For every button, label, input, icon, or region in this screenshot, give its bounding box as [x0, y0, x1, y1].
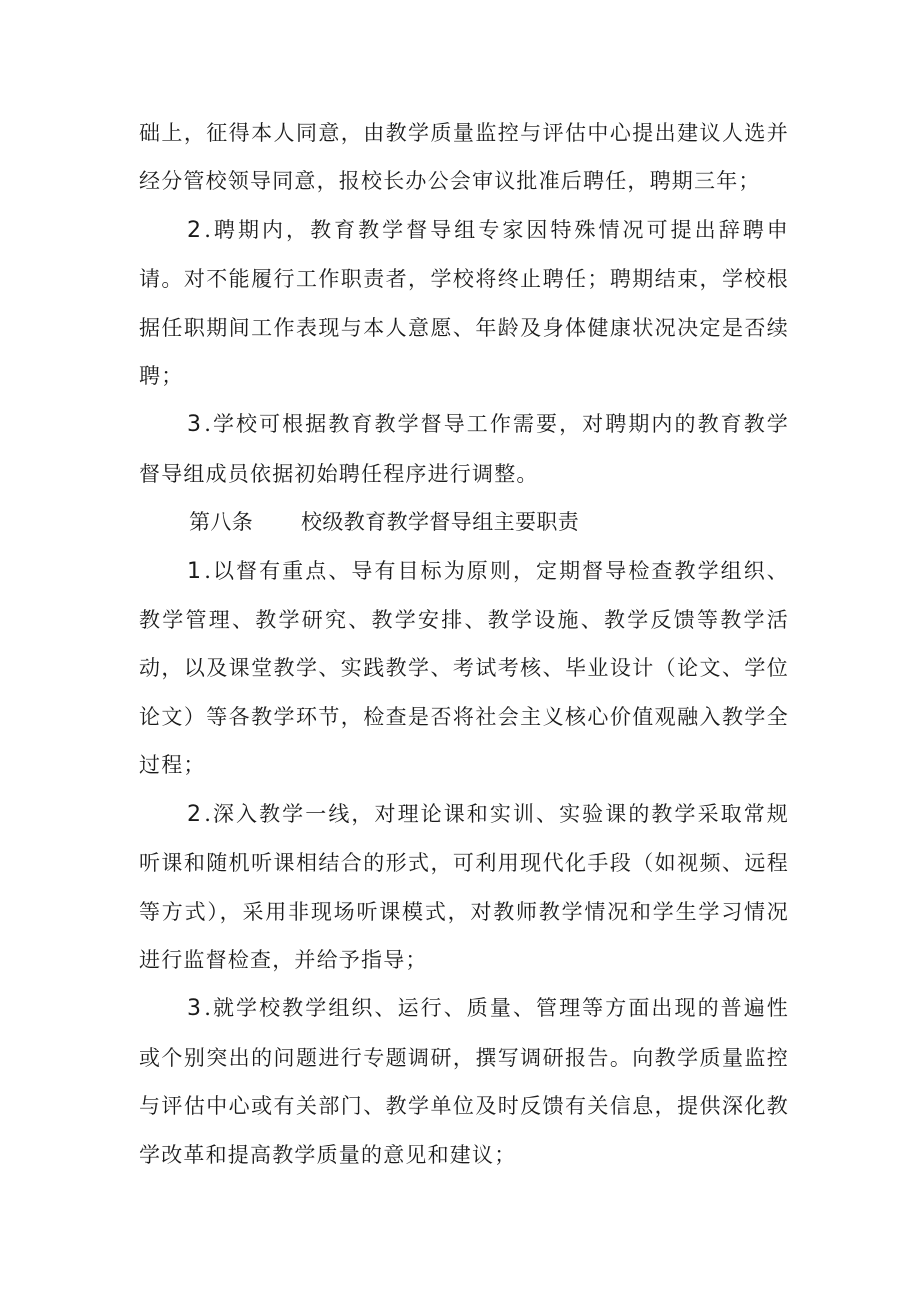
- paragraph-appointment-procedure: 础上，征得本人同意，由教学质量监控与评估中心提出建议人选并经分管校领导同意，报校长办公会审议批准后聘任，聘期三年；: [139, 121, 789, 194]
- item-number: 2: [187, 801, 203, 827]
- item-text: .深入教学一线，对理论课和实训、实验课的教学采取常规听课和随机听课相结合的形式，可利用现代化手段（如视频、远程等方式），采用非现场听课模式，对教师教学情况和学生学习情况进行监督检查，并给予指导；: [139, 801, 789, 972]
- item-text: .就学校教学组织、运行、质量、管理等方面出现的普遍性或个别突出的问题进行专题调研，撰写调研报告。向教学质量监控与评估中心或有关部门、教学单位及时反馈有关信息，提供深化教学改革和提高教学质量的意见和建议；: [139, 996, 789, 1167]
- article-heading: [139, 498, 789, 546]
- item-number: 3: [187, 996, 203, 1022]
- item-number: 1: [187, 558, 203, 584]
- item-text: .以督有重点、导有目标为原则，定期督导检查教学组织、教学管理、教学研究、教学安排、教学设施、教学反馈等教学活动，以及课堂教学、实践教学、考试考核、毕业设计（论文、学位论文）等各教学环节，检查是否将社会主义核心价值观融入教学全过程；: [139, 558, 789, 778]
- article-label: 第八条: [189, 510, 254, 535]
- item-text: .学校可根据教育教学督导工作需要，对聘期内的教育教学督导组成员依据初始聘任程序进行调整。: [139, 412, 789, 486]
- article-title: 校级教育教学督导组主要职责: [301, 510, 580, 535]
- item-number: 3: [187, 412, 203, 438]
- document-body: [139, 109, 789, 1179]
- paragraph-item-2-term: [139, 206, 789, 401]
- item-number: 2: [187, 217, 203, 243]
- paragraph-duty-2: [139, 790, 789, 985]
- item-text: .聘期内，教育教学督导组专家因特殊情况可提出辞聘申请。对不能履行工作职责者，学校将终止聘任；聘期结束，学校根据任职期间工作表现与本人意愿、年龄及身体健康状况决定是否续聘；: [139, 217, 789, 389]
- paragraph-duty-1: [139, 547, 789, 790]
- paragraph-item-3-adjustment: [139, 400, 789, 498]
- paragraph-duty-3: [139, 984, 789, 1179]
